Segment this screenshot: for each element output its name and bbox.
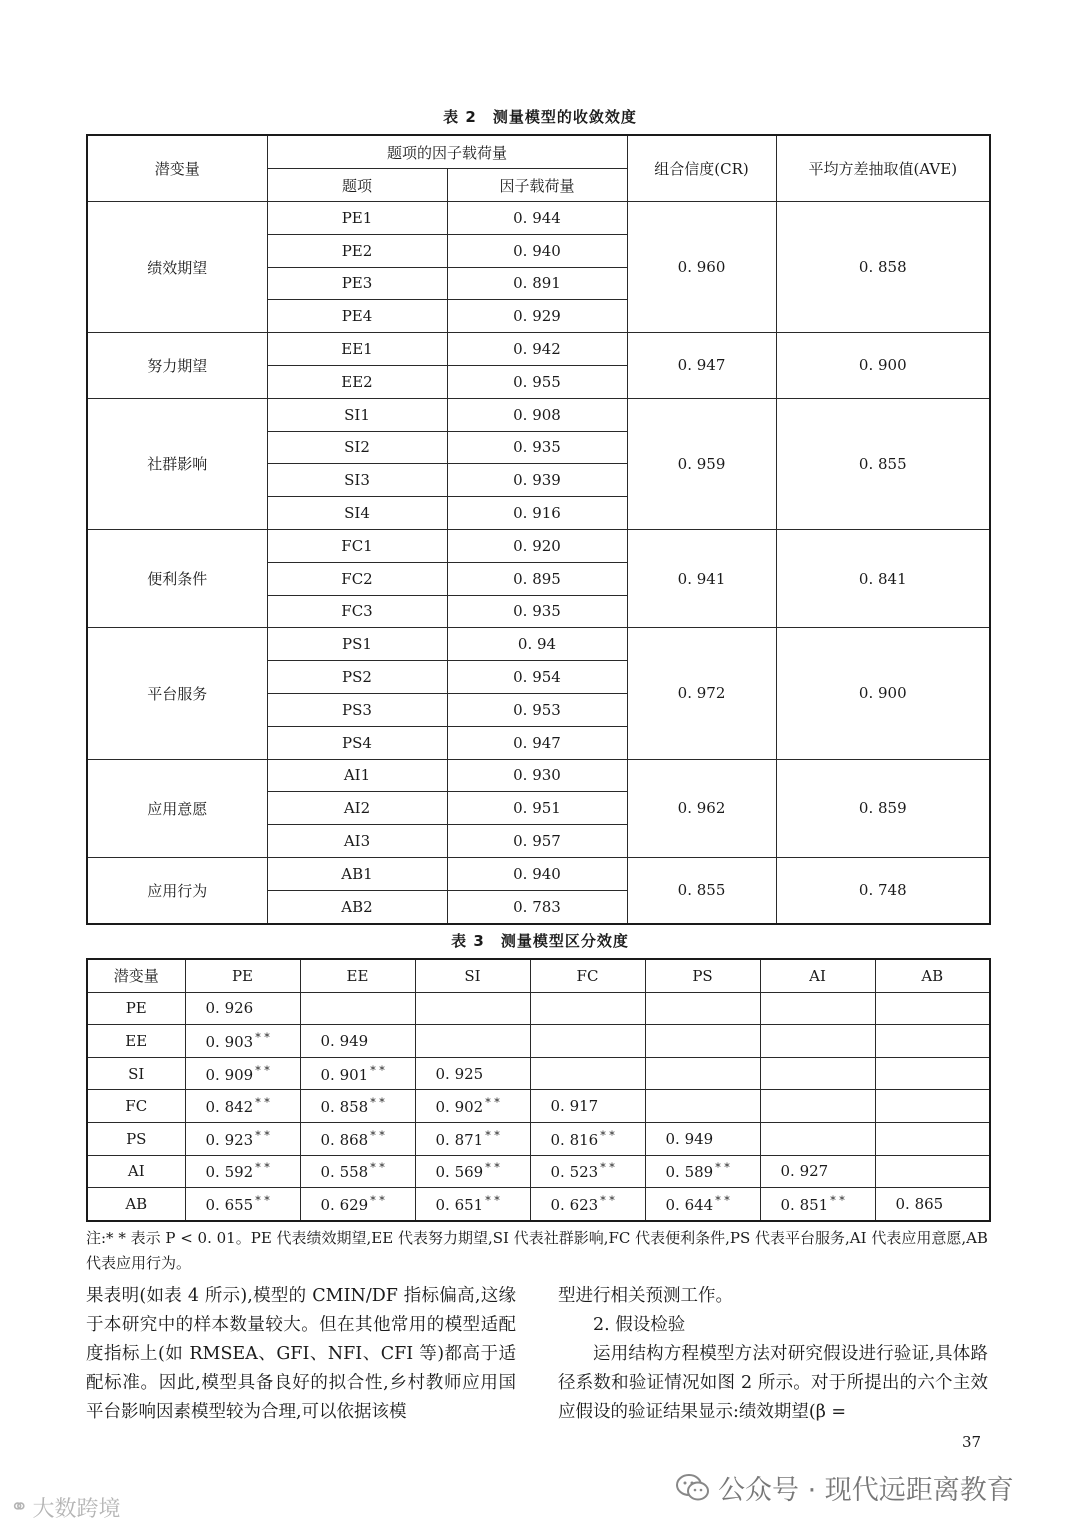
column-header: SI [415,959,530,992]
latent-variable-name: 应用意愿 [87,759,267,857]
item-code: SI1 [267,398,447,431]
correlation-cell [415,1090,530,1123]
table3-caption: 表 3 测量模型区分效度 [451,932,629,950]
discriminant-validity-table [86,958,991,1222]
header-ave: 平均方差抽取值(AVE) [776,135,990,202]
header-latent: 潜变量 [87,135,267,202]
significance-marker: * * [255,1161,270,1175]
watermark-left-text: 大数跨境 [32,1497,121,1522]
latent-variable-name: 应用行为 [87,857,267,923]
composite-reliability: 0. 855 [627,857,776,923]
correlation-cell [760,1155,875,1188]
correlation-value: 0. 644 [665,1195,714,1214]
factor-loading: 0. 955 [447,365,627,398]
table2-row [87,398,990,431]
body-left-column [86,1282,516,1427]
correlation-value: 0. 816 [550,1130,599,1149]
body-right-paragraph-2: 运用结构方程模型方法对研究假设进行验证,具体路径系数和验证情况如图 2 所示。对于所提出的六个主效应假设的验证结果显示:绩效期望(β = [558,1344,988,1422]
composite-reliability: 0. 962 [627,759,776,857]
table2-header [87,135,990,202]
correlation-cell [300,1090,415,1123]
item-code: AI2 [267,792,447,825]
table2-row [87,202,990,235]
correlation-value: 0. 842 [205,1098,254,1117]
correlation-cell [645,1122,760,1155]
correlation-value: 0. 523 [550,1163,599,1182]
correlation-value: 0. 923 [205,1130,254,1149]
table3-row [87,1090,990,1123]
factor-loading: 0. 929 [447,300,627,333]
row-label: PS [87,1122,185,1155]
correlation-cell [415,1188,530,1221]
header-cr: 组合信度(CR) [627,135,776,202]
item-code: FC3 [267,595,447,628]
significance-marker: * * [485,1161,500,1175]
latent-variable-name: 绩效期望 [87,202,267,333]
average-variance-extracted: 0. 900 [776,628,990,759]
latent-variable-name: 社群影响 [87,398,267,529]
significance-marker: * * [485,1096,500,1110]
row-label: AB [87,1188,185,1221]
correlation-value: 0. 623 [550,1195,599,1214]
correlation-cell [185,1025,300,1058]
factor-loading: 0. 940 [447,857,627,890]
item-code: PE1 [267,202,447,235]
factor-loading: 0. 908 [447,398,627,431]
significance-marker: * * [370,1096,385,1110]
factor-loading: 0. 935 [447,595,627,628]
column-header: FC [530,959,645,992]
correlation-value: 0. 949 [320,1031,369,1050]
empty-cell [415,992,530,1025]
significance-marker: * * [370,1063,385,1077]
factor-loading: 0. 957 [447,825,627,858]
factor-loading: 0. 930 [447,759,627,792]
watermark-left [10,1492,120,1523]
column-header: EE [300,959,415,992]
convergent-validity-table [86,134,991,925]
correlation-value: 0. 865 [895,1194,944,1213]
correlation-value: 0. 651 [435,1195,484,1214]
correlation-value: 0. 589 [665,1163,714,1182]
item-code: PS3 [267,693,447,726]
correlation-value: 0. 592 [205,1163,254,1182]
body-right-paragraph-1: 型进行相关预测工作。 [558,1286,733,1306]
empty-cell [875,1090,990,1123]
table3-row [87,1188,990,1221]
table3-row [87,1057,990,1090]
composite-reliability: 0. 959 [627,398,776,529]
empty-cell [645,992,760,1025]
correlation-cell [300,1155,415,1188]
correlation-value: 0. 655 [205,1195,254,1214]
watermark-right-text: 公众号 · 现代远距离教育 [718,1475,1014,1506]
correlation-cell [415,1057,530,1090]
item-code: AI1 [267,759,447,792]
latent-variable-name: 努力期望 [87,333,267,399]
significance-marker: * * [715,1193,730,1207]
empty-cell [875,1057,990,1090]
item-code: AB2 [267,890,447,923]
factor-loading: 0. 951 [447,792,627,825]
correlation-cell [300,1057,415,1090]
correlation-value: 0. 902 [435,1098,484,1117]
correlation-cell [530,1122,645,1155]
correlation-cell [415,1122,530,1155]
empty-cell [530,992,645,1025]
item-code: SI2 [267,431,447,464]
column-header: PE [185,959,300,992]
significance-marker: * * [255,1096,270,1110]
correlation-cell [645,1188,760,1221]
correlation-value: 0. 927 [780,1162,829,1181]
item-code: PS1 [267,628,447,661]
row-label: AI [87,1155,185,1188]
correlation-value: 0. 868 [320,1130,369,1149]
correlation-value: 0. 917 [550,1097,599,1116]
table3-row [87,1122,990,1155]
body-right-column [558,1282,988,1427]
correlation-value: 0. 851 [780,1195,829,1214]
significance-marker: * * [600,1193,615,1207]
correlation-value: 0. 901 [320,1065,369,1084]
item-code: PE2 [267,234,447,267]
chain-icon: ⚭ [10,1495,29,1520]
average-variance-extracted: 0. 855 [776,398,990,529]
significance-marker: * * [255,1128,270,1142]
table2-row [87,529,990,562]
average-variance-extracted: 0. 900 [776,333,990,399]
significance-marker: * * [370,1193,385,1207]
correlation-cell [760,1188,875,1221]
factor-loading: 0. 94 [447,628,627,661]
correlation-cell [300,1122,415,1155]
correlation-cell [875,1188,990,1221]
significance-marker: * * [600,1128,615,1142]
correlation-value: 0. 871 [435,1130,484,1149]
composite-reliability: 0. 947 [627,333,776,399]
item-code: FC1 [267,529,447,562]
section-heading: 2. 假设检验 [593,1315,686,1335]
correlation-cell [185,1122,300,1155]
table3-header [87,959,990,992]
factor-loading: 0. 947 [447,726,627,759]
row-label: FC [87,1090,185,1123]
page-number: 37 [962,1433,982,1451]
factor-loading: 0. 939 [447,464,627,497]
factor-loading: 0. 916 [447,497,627,530]
significance-marker: * * [830,1193,845,1207]
body-left-paragraph: 果表明(如表 4 所示),模型的 CMIN/DF 指标偏高,这缘于本研究中的样本数量较大。但在其他常用的模型适配度指标上(如 RMSEA、GFI、NFI、CFI 等)都高于适配标准。因此,模型具备良好的拟合性,乡村教师应用国平台影响因素模型较为合理,可以依据该模 [86,1286,516,1422]
header-loading: 因子载荷量 [447,169,627,202]
significance-marker: * * [485,1193,500,1207]
correlation-cell [185,1057,300,1090]
item-code: EE1 [267,333,447,366]
significance-marker: * * [485,1128,500,1142]
table3-row [87,1025,990,1058]
empty-cell [415,1025,530,1058]
correlation-value: 0. 903 [205,1032,254,1051]
table2-row [87,759,990,792]
factor-loading: 0. 895 [447,562,627,595]
average-variance-extracted: 0. 859 [776,759,990,857]
significance-marker: * * [255,1063,270,1077]
empty-cell [760,1090,875,1123]
header-corner: 潜变量 [87,959,185,992]
table2-row [87,857,990,890]
correlation-value: 0. 925 [435,1064,484,1083]
table3-row [87,992,990,1025]
wechat-icon [676,1474,710,1502]
empty-cell [760,1057,875,1090]
composite-reliability: 0. 960 [627,202,776,333]
empty-cell [760,992,875,1025]
latent-variable-name: 便利条件 [87,529,267,627]
average-variance-extracted: 0. 858 [776,202,990,333]
item-code: AI3 [267,825,447,858]
correlation-cell [300,1025,415,1058]
header-item: 题项 [267,169,447,202]
item-code: SI4 [267,497,447,530]
empty-cell [300,992,415,1025]
empty-cell [760,1122,875,1155]
significance-marker: * * [715,1161,730,1175]
average-variance-extracted: 0. 841 [776,529,990,627]
empty-cell [875,1122,990,1155]
factor-loading: 0. 891 [447,267,627,300]
table3-row [87,1155,990,1188]
factor-loading: 0. 920 [447,529,627,562]
significance-marker: * * [255,1030,270,1044]
table2-caption: 表 2 测量模型的收敛效度 [443,108,637,126]
average-variance-extracted: 0. 748 [776,857,990,923]
empty-cell [645,1025,760,1058]
table2-body [87,202,990,924]
table3-body [87,992,990,1221]
item-code: FC2 [267,562,447,595]
item-code: PE4 [267,300,447,333]
column-header: AB [875,959,990,992]
item-code: PS2 [267,661,447,694]
correlation-cell [645,1155,760,1188]
table-note: 注:* * 表示 P < 0. 01。PE 代表绩效期望,EE 代表努力期望,SI 代表社群影响,FC 代表便利条件,PS 代表平台服务,AI 代表应用意愿,AB 代表应用行为。 [86,1229,988,1272]
correlation-cell [185,1155,300,1188]
significance-marker: * * [370,1128,385,1142]
correlation-value: 0. 909 [205,1065,254,1084]
correlation-cell [415,1155,530,1188]
correlation-value: 0. 858 [320,1098,369,1117]
watermark-right [676,1468,1014,1507]
correlation-cell [530,1155,645,1188]
empty-cell [875,1155,990,1188]
correlation-cell [300,1188,415,1221]
column-header: PS [645,959,760,992]
item-code: SI3 [267,464,447,497]
significance-marker: * * [370,1161,385,1175]
correlation-value: 0. 558 [320,1163,369,1182]
table2-row [87,628,990,661]
correlation-cell [185,1188,300,1221]
correlation-cell [185,992,300,1025]
empty-cell [530,1057,645,1090]
empty-cell [760,1025,875,1058]
empty-cell [875,1025,990,1058]
factor-loading: 0. 940 [447,234,627,267]
latent-variable-name: 平台服务 [87,628,267,759]
correlation-cell [530,1090,645,1123]
correlation-value: 0. 629 [320,1195,369,1214]
correlation-cell [530,1188,645,1221]
correlation-value: 0. 926 [205,999,254,1018]
significance-marker: * * [600,1161,615,1175]
factor-loading: 0. 942 [447,333,627,366]
factor-loading: 0. 935 [447,431,627,464]
factor-loading: 0. 953 [447,693,627,726]
item-code: AB1 [267,857,447,890]
empty-cell [645,1057,760,1090]
factor-loading: 0. 783 [447,890,627,923]
item-code: EE2 [267,365,447,398]
factor-loading: 0. 944 [447,202,627,235]
table2-row [87,333,990,366]
item-code: PE3 [267,267,447,300]
correlation-value: 0. 569 [435,1163,484,1182]
empty-cell [875,992,990,1025]
empty-cell [645,1090,760,1123]
row-label: PE [87,992,185,1025]
composite-reliability: 0. 941 [627,529,776,627]
row-label: SI [87,1057,185,1090]
correlation-value: 0. 949 [665,1129,714,1148]
correlation-cell [185,1090,300,1123]
composite-reliability: 0. 972 [627,628,776,759]
factor-loading: 0. 954 [447,661,627,694]
header-loading-group: 题项的因子载荷量 [267,135,627,169]
significance-marker: * * [255,1193,270,1207]
empty-cell [530,1025,645,1058]
item-code: PS4 [267,726,447,759]
column-header: AI [760,959,875,992]
row-label: EE [87,1025,185,1058]
